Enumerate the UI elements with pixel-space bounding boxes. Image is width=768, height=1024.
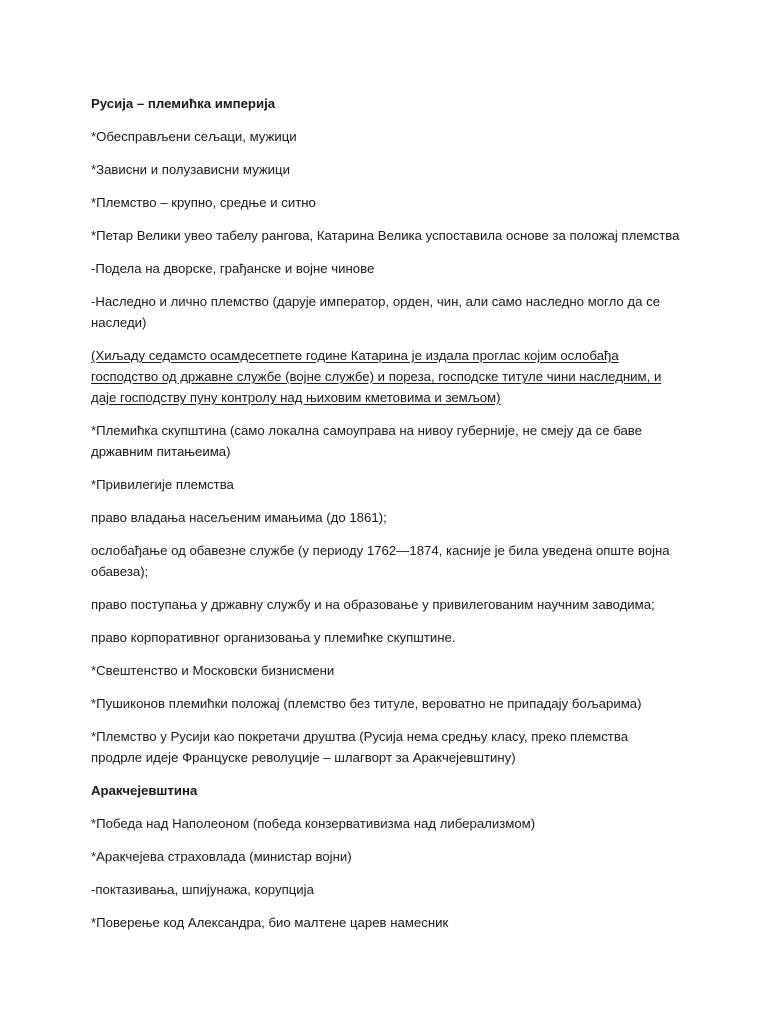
paragraph: *Поверење код Александра, био малтене царев намесник [91, 915, 449, 930]
document-page [91, 93, 681, 945]
paragraph: -Подела на дворске, грађанске и војне чинове [91, 261, 375, 276]
paragraph: право владања насељеним имањима (до 1861); [91, 510, 387, 525]
paragraph: ослобађање од обавезне службе (у периоду 1762—1874, касније је била уведена опште војна обавеза); [91, 543, 670, 579]
paragraph: *Племићка скупштина (само локална самоуправа на нивоу губерније, не смеју да се баве државним питањеима) [91, 423, 642, 459]
paragraph: -Наследно и лично племство (дарује император, орден, чин, али само наследно могло да се наследи) [91, 294, 661, 330]
paragraph: *Победа над Наполеоном (победа конзервативизма над либерализмом) [91, 816, 536, 831]
paragraph: *Аракчејева страховлада (министар војни) [91, 849, 352, 864]
heading-russia-noble-empire: Русија – племићка империја [91, 96, 276, 111]
heading-arakcheevshchina: Аракчејевштина [91, 783, 198, 798]
paragraph: *Племство у Русији као покретачи друштва (Русија нема средњу класу, преко племства продрле идеје Француске револуције – шлагворт за Аракчејевштину) [91, 729, 629, 765]
paragraph: *Зависни и полузависни мужици [91, 162, 290, 177]
paragraph: *Обесправљени сељаци, мужици [91, 129, 297, 144]
paragraph: *Свештенство и Московски бизнисмени [91, 663, 335, 678]
paragraph: *Пушиконов племићки положај (племство без титуле, вероватно не припадају бољарима) [91, 696, 642, 711]
underlined-paragraph: (Хиљаду седамсто осамдесетпете године Катарина је издала проглас којим ослобађа господство од државне службе (војне службе) и пореза, господске титуле чини наследним, и даје господству пуну контролу над њиховим кметовима и земљом) [91, 348, 662, 405]
paragraph: право поступања у државну службу и на образовање у привилегованим научним заводима; [91, 597, 655, 612]
paragraph: *Племство – крупно, средње и ситно [91, 195, 316, 210]
paragraph: *Петар Велики увео табелу рангова, Катарина Велика успоставила основе за положај племства [91, 228, 680, 243]
paragraph: право корпоративног организовања у племићке скупштине. [91, 630, 456, 645]
paragraph: -поктазивања, шпијунажа, корупција [91, 882, 314, 897]
paragraph: *Привилегије племства [91, 477, 234, 492]
